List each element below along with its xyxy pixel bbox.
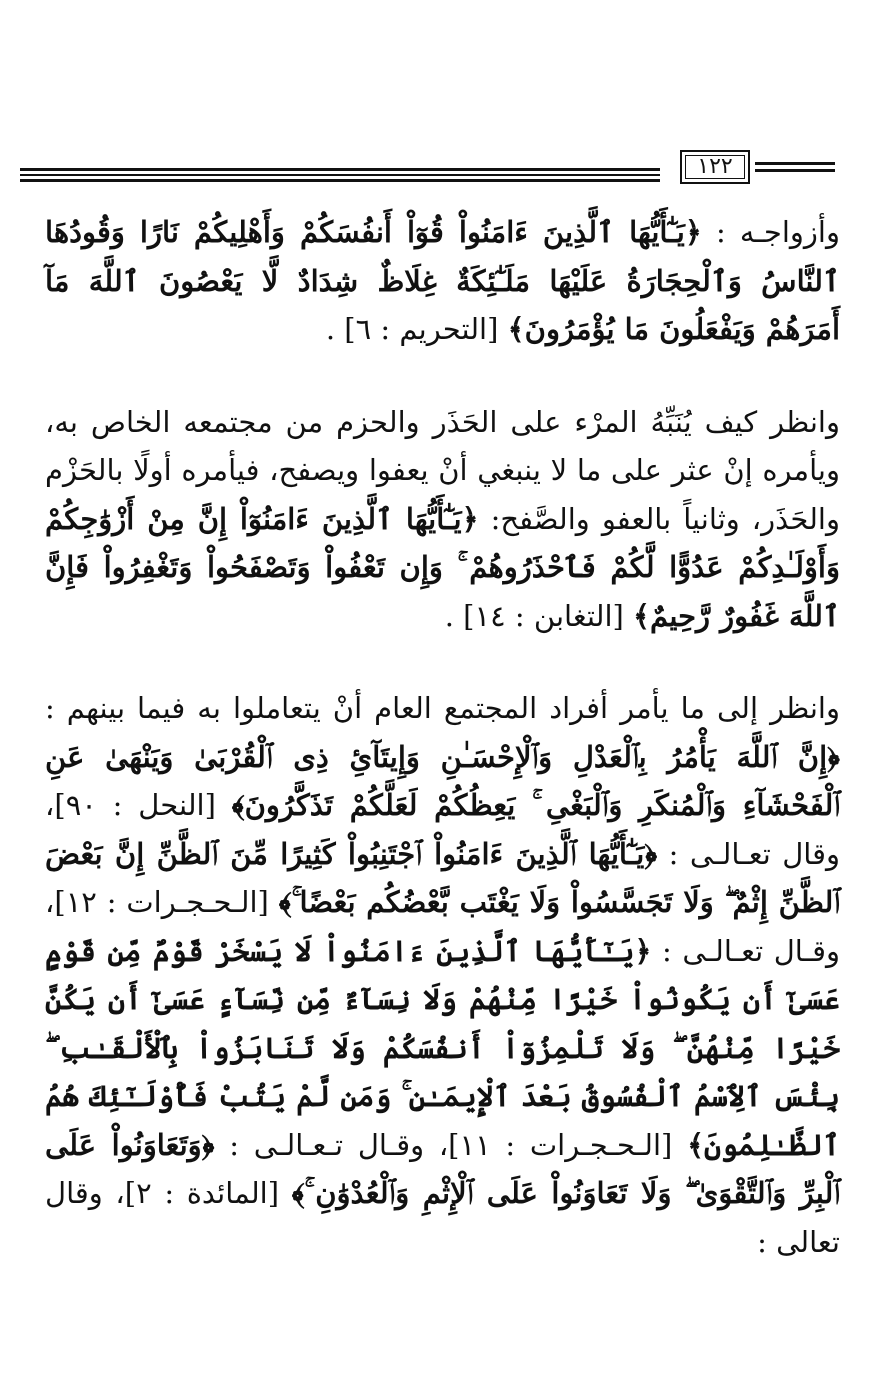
quran-verse: ﴿إِنَّ ٱللَّهَ يَأْمُرُ بِٱلْعَدْلِ وَٱلْإِحْسَـٰنِ وَإِيتَآئِ ذِى ٱلْقُرْبَىٰ وَيَنْهَىٰ عَنِ ٱلْفَحْشَآءِ وَٱلْمُنكَرِ وَٱلْبَغْىِ ۚ يَعِظُكُمْ لَعَلَّكُمْ تَذَكَّرُونَ﴾ [45,739,840,822]
page-body [45,208,840,1266]
page-number: ١٢٢ [680,150,750,184]
paragraph-text: وانظر كيف يُنَبِّهُ المرْء على الحَذَر والحزم من مجتمعه الخاص به، ويأمره إنْ عثر على ما لا ينبغي أنْ يعفوا ويصفح، فيأمره أولًا بالحَزْم والحَذَر، وثانياً بالعفو والصَّفح: [45,404,840,536]
verse-reference: [النحل : ٩٠]، [45,788,232,822]
page-header [20,150,820,190]
verse-reference: [المائدة : ٢]، [102,1176,292,1210]
paragraph-text: وقال تعـالـى : [657,836,840,871]
verse-reference: [التغابن : ١٤] . [444,598,634,633]
paragraph-text: وقـال تـعـالـى : [214,1127,425,1162]
header-rule-left [20,168,660,185]
paragraph-text: وقـال تعـالـى : [651,933,840,968]
header-rule-right [755,162,835,176]
verse-reference: [الـحـجـرات : ١١]، [424,1127,688,1162]
paragraph-text: وانظر إلى ما يأمر أفراد المجتمع العام أنْ يتعاملوا به فيما بينهم : [45,691,840,725]
quran-verse: ﴿وَتَعَاوَنُواْ عَلَى ٱلْبِرِّ وَٱلتَّقْوَىٰ ۖ وَلَا تَعَاوَنُواْ عَلَى ٱلْإِثْمِ وَٱلْعُدْوَٰنِ ۚ﴾ [45,1127,840,1210]
quran-verse: ﴿يَـٰٓأَيُّهَا ٱلَّذِينَ ءَامَنُواْ ٱجْتَنِبُواْ كَثِيرًا مِّنَ ٱلظَّنِّ إِنَّ بَعْضَ ٱلظَّنِّ إِثْمٌ ۖ وَلَا تَجَسَّسُواْ وَلَا يَغْتَب بَّعْضُكُم بَعْضًا ۚ﴾ [45,836,840,919]
quran-verse: ﴿يَـٰٓأَيُّهَا ٱلَّذِينَ ءَامَنُواْ قُوٓاْ أَنفُسَكُمْ وَأَهْلِيكُمْ نَارًا وَقُودُهَا ٱلنَّاسُ وَٱلْحِجَارَةُ عَلَيْهَا مَلَـٰٓئِكَةٌ غِلَاظٌ شِدَادٌ لَّا يَعْصُونَ ٱللَّهَ مَآ أَمَرَهُمْ وَيَفْعَلُونَ مَا يُؤْمَرُونَ﴾ [45,215,840,346]
paragraph-3 [45,684,840,1266]
verse-reference: [الـحـجـرات : ١٢]، [45,885,279,919]
quran-verse: ﴿يَـٰٓأَيُّهَا ٱلَّذِينَ ءَامَنُواْ لَا يَسْخَرْ قَوْمٌ مِّن قَوْمٍ عَسَىٰٓ أَن يَكُونُواْ خَيْرًا مِّنْهُمْ وَلَا نِسَآءٌ مِّن نِّسَآءٍ عَسَىٰٓ أَن يَكُنَّ خَيْرًا مِّنْهُنَّ ۖ وَلَا تَلْمِزُوٓاْ أَنفُسَكُمْ وَلَا تَنَابَزُواْ بِٱلْأَلْقَـٰبِ ۖ بِئْسَ ٱلِٱسْمُ ٱلْفُسُوقُ بَعْدَ ٱلْإِيمَـٰنِ ۚ وَمَن لَّمْ يَتُبْ فَأُوْلَـٰٓئِكَ هُمُ ٱلظَّـٰلِمُونَ﴾ [45,933,840,1162]
quran-verse: ﴿يَـٰٓأَيُّهَا ٱلَّذِينَ ءَامَنُوٓاْ إِنَّ مِنْ أَزْوَٰجِكُمْ وَأَوْلَـٰدِكُمْ عَدُوًّا لَّكُمْ فَٱحْذَرُوهُمْ ۚ وَإِن تَعْفُواْ وَتَصْفَحُواْ وَتَغْفِرُواْ فَإِنَّ ٱللَّهَ غَفُورٌ رَّحِيمٌ﴾ [45,501,840,633]
verse-reference: [التحريم : ٦] . [325,312,508,346]
paragraph-2 [45,398,840,641]
paragraph-1 [45,208,840,354]
paragraph-text: وقال تعالى : [45,1176,840,1259]
paragraph-text: وأزواجـه : [701,215,840,249]
